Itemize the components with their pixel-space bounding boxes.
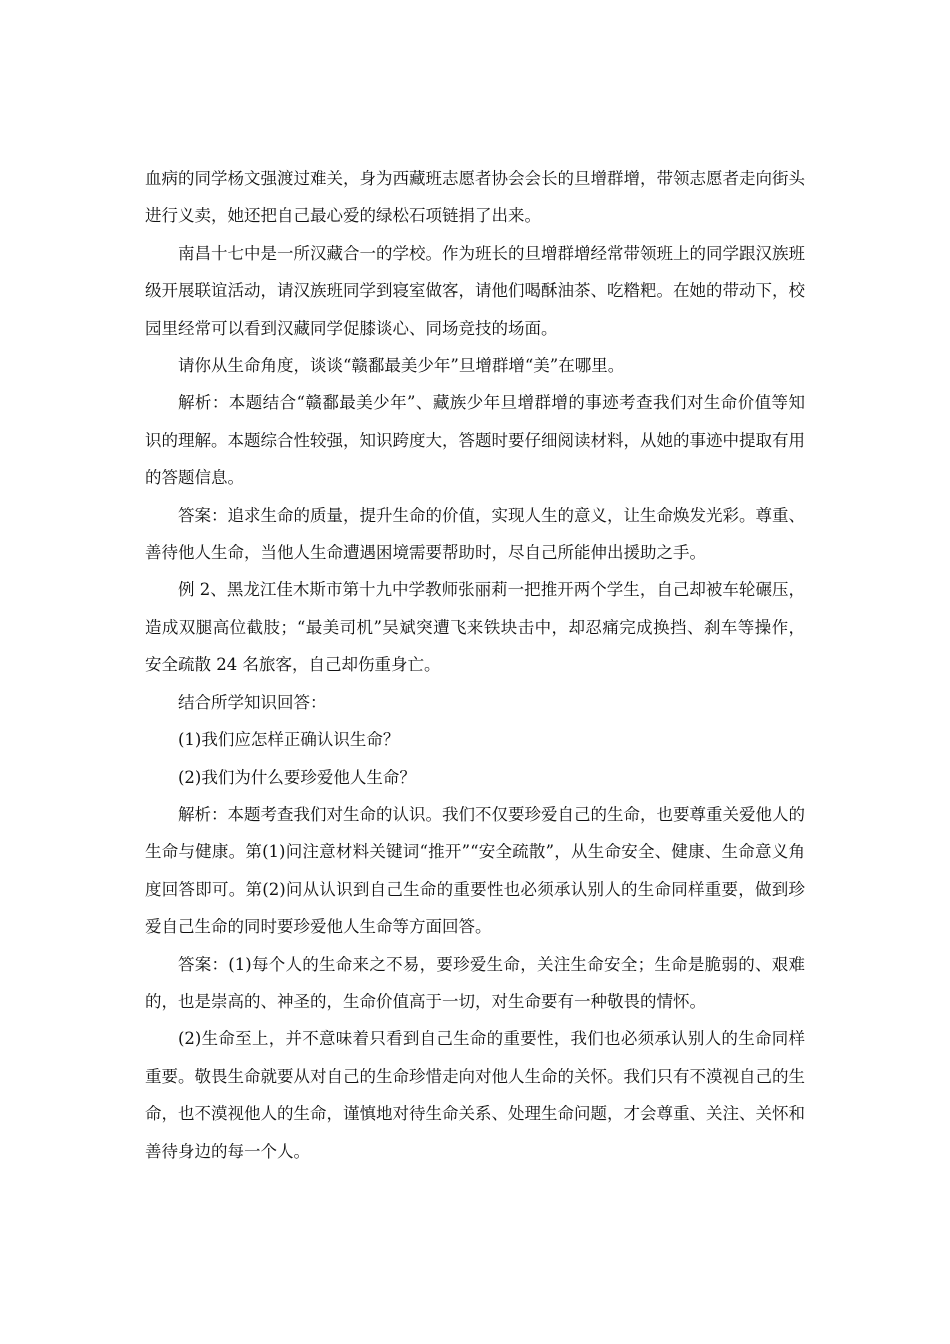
paragraph-analysis-2: 解析：本题考查我们对生命的认识。我们不仅要珍爱自己的生命，也要尊重关爱他人的生命与健康。第(1)问注意材料关键词“推开”“安全疏散”，从生命安全、健康、生命意义角度回答即可。第(2)问从认识到自己生命的重要性也必须承认别人的生命同样重要，做到珍爱自己生命的同时要珍爱他人生命等方面回答。 — [145, 804, 805, 937]
paragraph-prompt: 结合所学知识回答： — [178, 692, 327, 712]
paragraph-answer-1: 答案：追求生命的质量，提升生命的价值，实现人生的意义，让生命焕发光彩。尊重、善待他人生命，当他人生命遭遇困境需要帮助时，尽自己所能伸出援助之手。 — [145, 505, 805, 563]
paragraph-subquestion-2: (2)我们为什么要珍爱他人生命？ — [178, 767, 416, 787]
paragraph-school-story: 南昌十七中是一所汉藏合一的学校。作为班长的旦增群增经常带领班上的同学跟汉族班级开展联谊活动，请汉族班同学到寝室做客，请他们喝酥油茶、吃糌粑。在她的带动下，校园里经常可以看到汉藏同学促膝谈心、同场竞技的场面。 — [145, 243, 805, 338]
paragraph-answer-2-part-1: 答案：(1)每个人的生命来之不易，要珍爱生命，关注生命安全；生命是脆弱的、艰难的，也是崇高的、神圣的，生命价值高于一切，对生命要有一种敬畏的情怀。 — [145, 954, 805, 1011]
paragraph-question: 请你从生命角度，谈谈“赣鄱最美少年”旦增群增“美”在哪里。 — [178, 356, 625, 376]
paragraph-analysis-1: 解析：本题结合“赣鄱最美少年”、藏族少年旦增群增的事迹考查我们对生命价值等知识的理解。本题综合性较强，知识跨度大，答题时要仔细阅读材料，从她的事迹中提取有用的答题信息。 — [145, 393, 805, 488]
paragraph-example-2: 例 2、黑龙江佳木斯市第十九中学教师张丽莉一把推开两个学生，自己却被车轮碾压，造成双腿高位截肢；“最美司机”吴斌突遭飞来铁块击中，却忍痛完成换挡、刹车等操作，安全疏散 24 名旅客，自己却伤重身亡。 — [145, 580, 805, 675]
paragraph-subquestion-1: (1)我们应怎样正确认识生命？ — [178, 730, 400, 750]
document-body — [145, 160, 805, 1170]
paragraph-story-continued: 血病的同学杨文强渡过难关，身为西藏班志愿者协会会长的旦增群增，带领志愿者走向街头进行义卖，她还把自己最心爱的绿松石项链捐了出来。 — [145, 169, 805, 226]
paragraph-answer-2-part-2: (2)生命至上，并不意味着只看到自己生命的重要性，我们也必须承认别人的生命同样重要。敬畏生命就要从对自己的生命珍惜走向对他人生命的关怀。我们只有不漠视自己的生命，也不漠视他人的生命，谨慎地对待生命关系、处理生命问题，才会尊重、关注、关怀和善待身边的每一个人。 — [145, 1029, 805, 1161]
